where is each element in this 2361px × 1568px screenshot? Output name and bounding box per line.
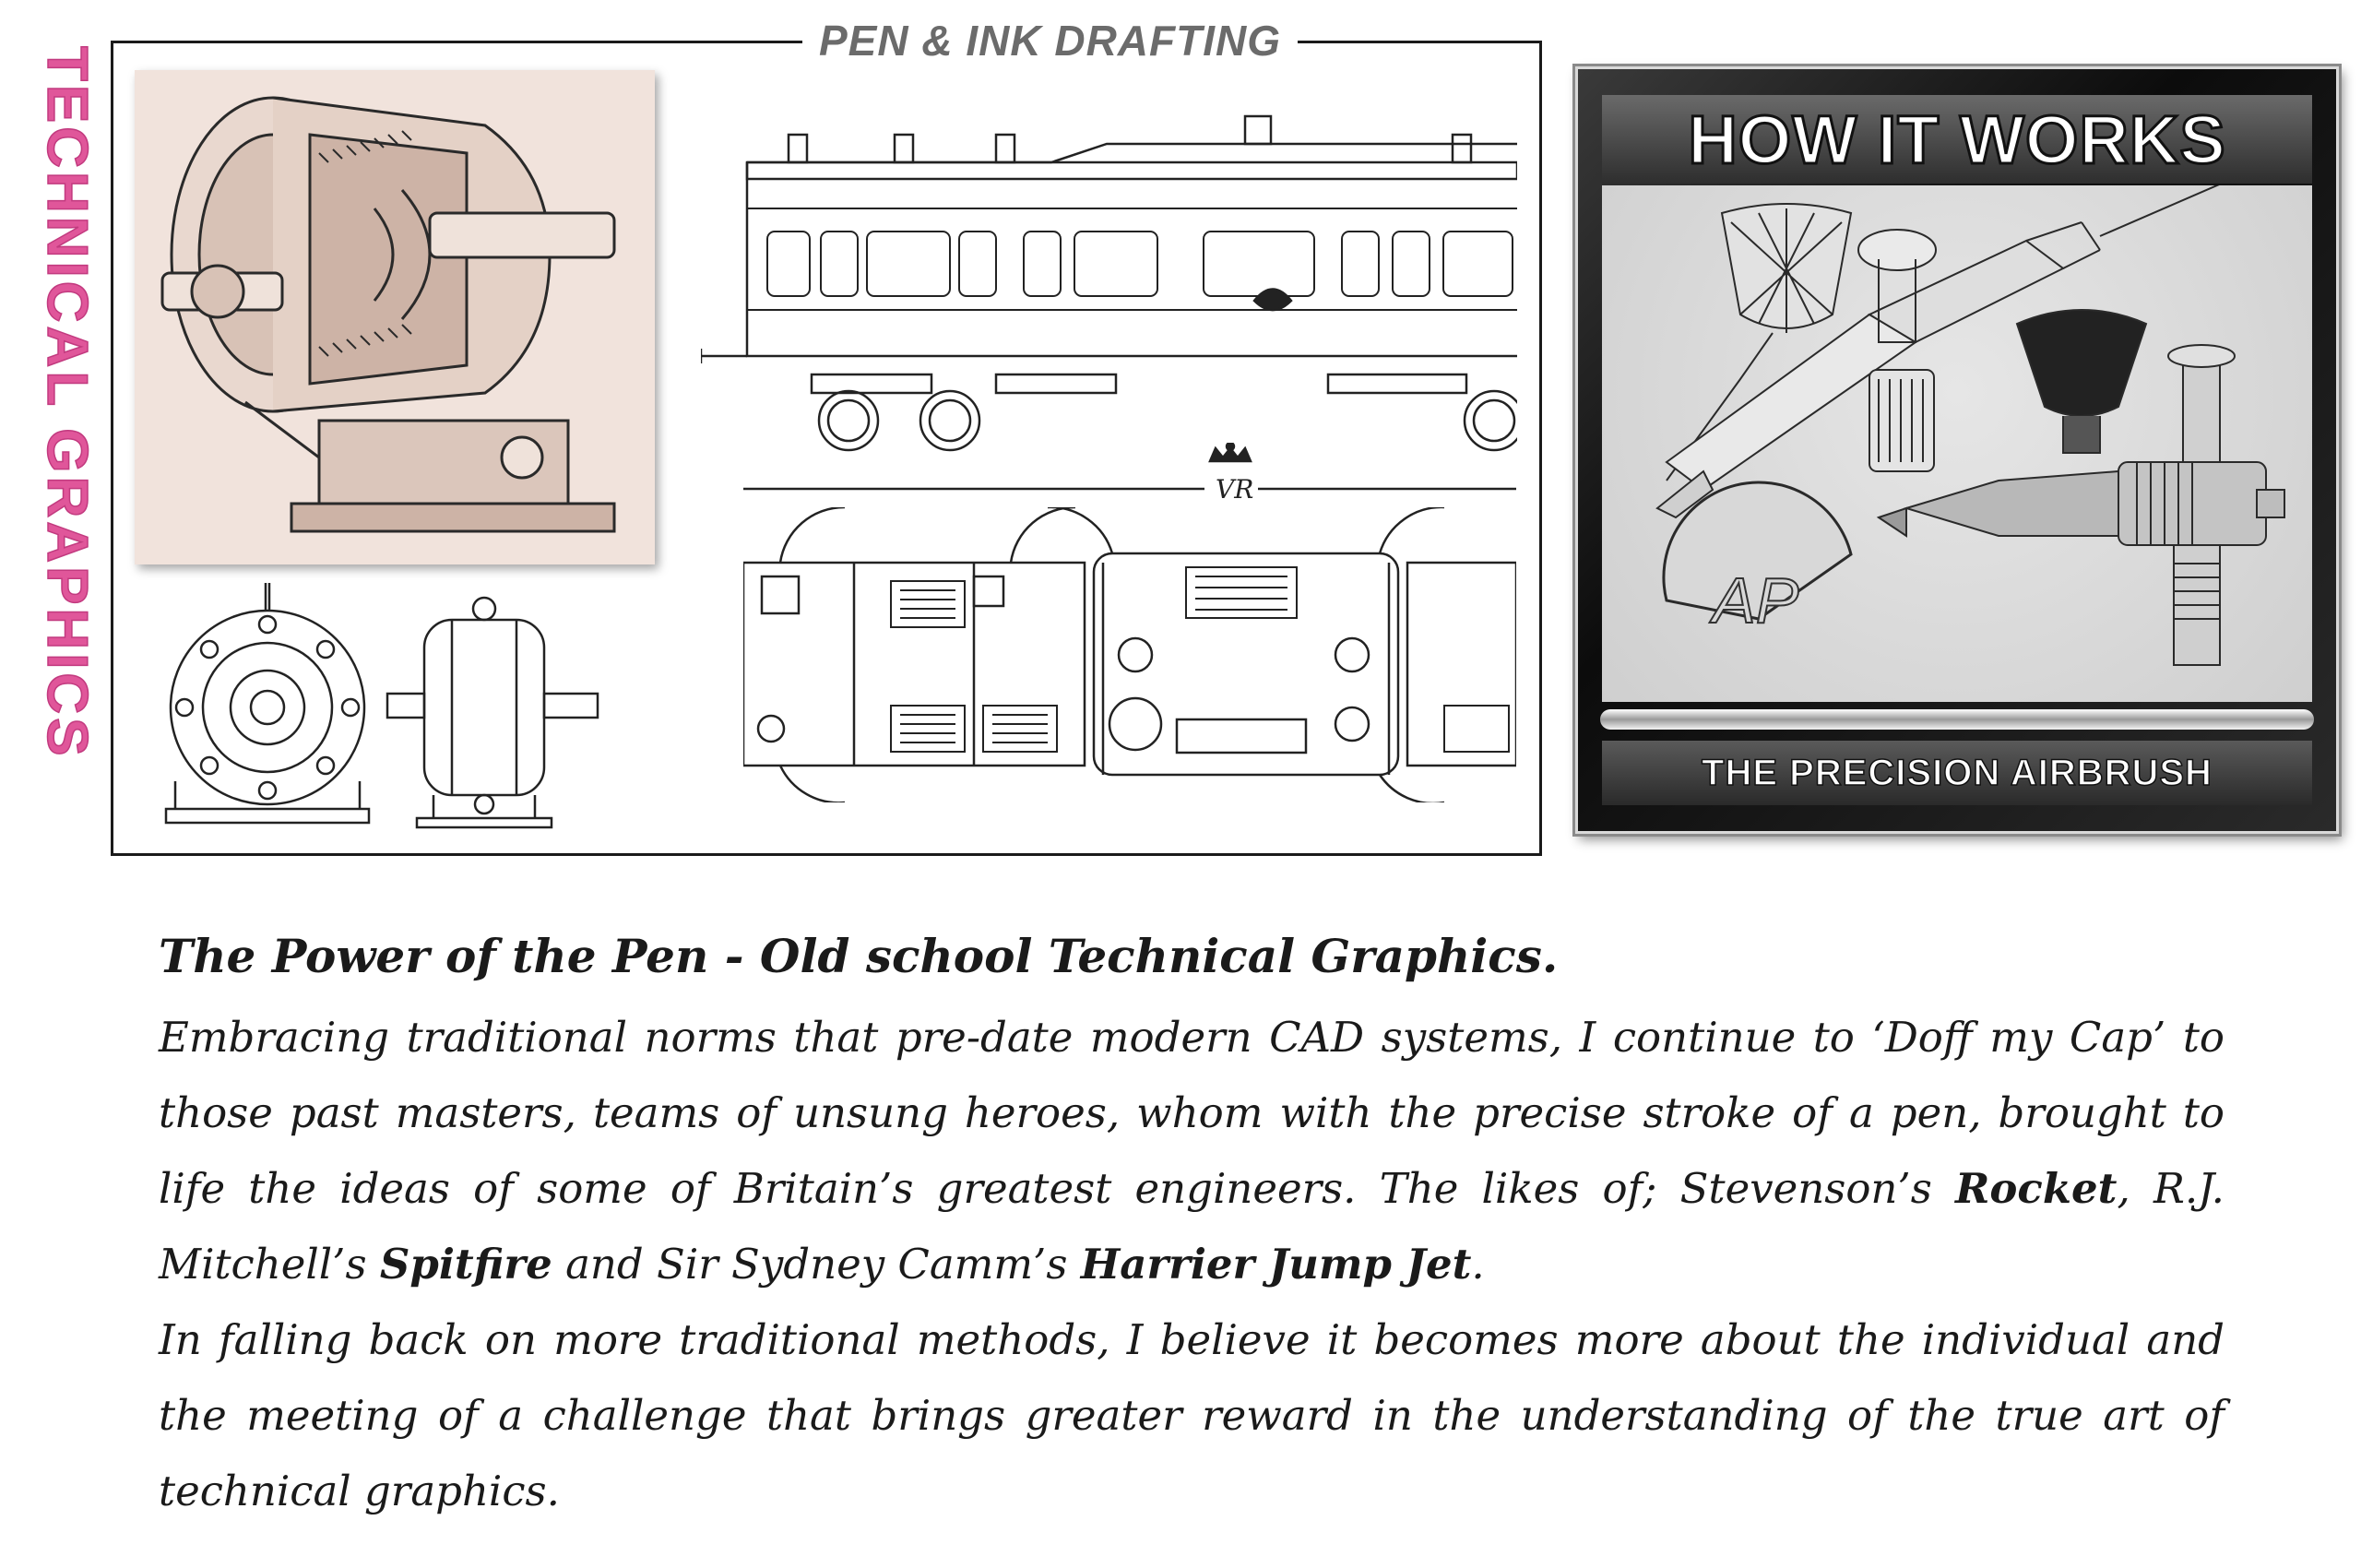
chrome-divider-bar (1600, 709, 2314, 730)
motor-cutaway-illustration (135, 70, 655, 564)
how-it-works-panel (1575, 66, 2339, 834)
harrier-emphasis: Harrier Jump Jet (1080, 1240, 1472, 1289)
how-it-works-title: HOW IT WORKS (1688, 101, 2226, 178)
how-it-works-footer (1602, 741, 2312, 805)
how-it-works-header (1602, 95, 2312, 184)
article (159, 922, 2225, 1529)
article-heading: The Power of the Pen - Old school Technical Graphics. (159, 929, 1559, 983)
paragraph-1-text-c: and Sir Sydney Camm’s (552, 1240, 1081, 1289)
royal-coach-floor-plan (743, 507, 1516, 802)
side-title (35, 46, 99, 858)
how-it-works-subtitle: THE PRECISION AIRBRUSH (1702, 752, 2213, 793)
royal-coach-side-elevation (701, 107, 1517, 457)
spitfire-emphasis: Spitfire (379, 1240, 552, 1289)
paragraph-1-text-d: . (1471, 1240, 1485, 1289)
royal-monogram-divider (743, 443, 1516, 517)
ap-logo: AP (1713, 564, 1799, 636)
rocket-emphasis: Rocket (1955, 1164, 2118, 1213)
article-paragraph-2: In falling back on more traditional methods, I believe it becomes more about the individual and the meeting of a challenge that brings greater reward in the understanding of the true art of technical graphics. (159, 1315, 2225, 1515)
vr-monogram: VR (1216, 474, 1254, 505)
pen-ink-label: PEN & INK DRAFTING (802, 13, 1298, 68)
side-title-text: TECHNICAL GRAPHICS (35, 46, 99, 760)
motor-orthographic-views (157, 583, 636, 832)
paragraph-1-text-a: Embracing traditional norms that pre-date modern CAD systems, I continue to ‘Doff my Cap’ to those past masters, teams of unsung heroes, whom with the precise stroke of a pen, brought to life the ideas of some of Britain’s greatest engineers. The likes of; Stevenson’s (159, 1013, 2225, 1213)
airbrush-illustration (1602, 185, 2312, 702)
article-paragraph-1 (159, 1000, 2225, 1302)
paragraph-1-text-b: , R.J. Mitchell’s (159, 1164, 2225, 1289)
